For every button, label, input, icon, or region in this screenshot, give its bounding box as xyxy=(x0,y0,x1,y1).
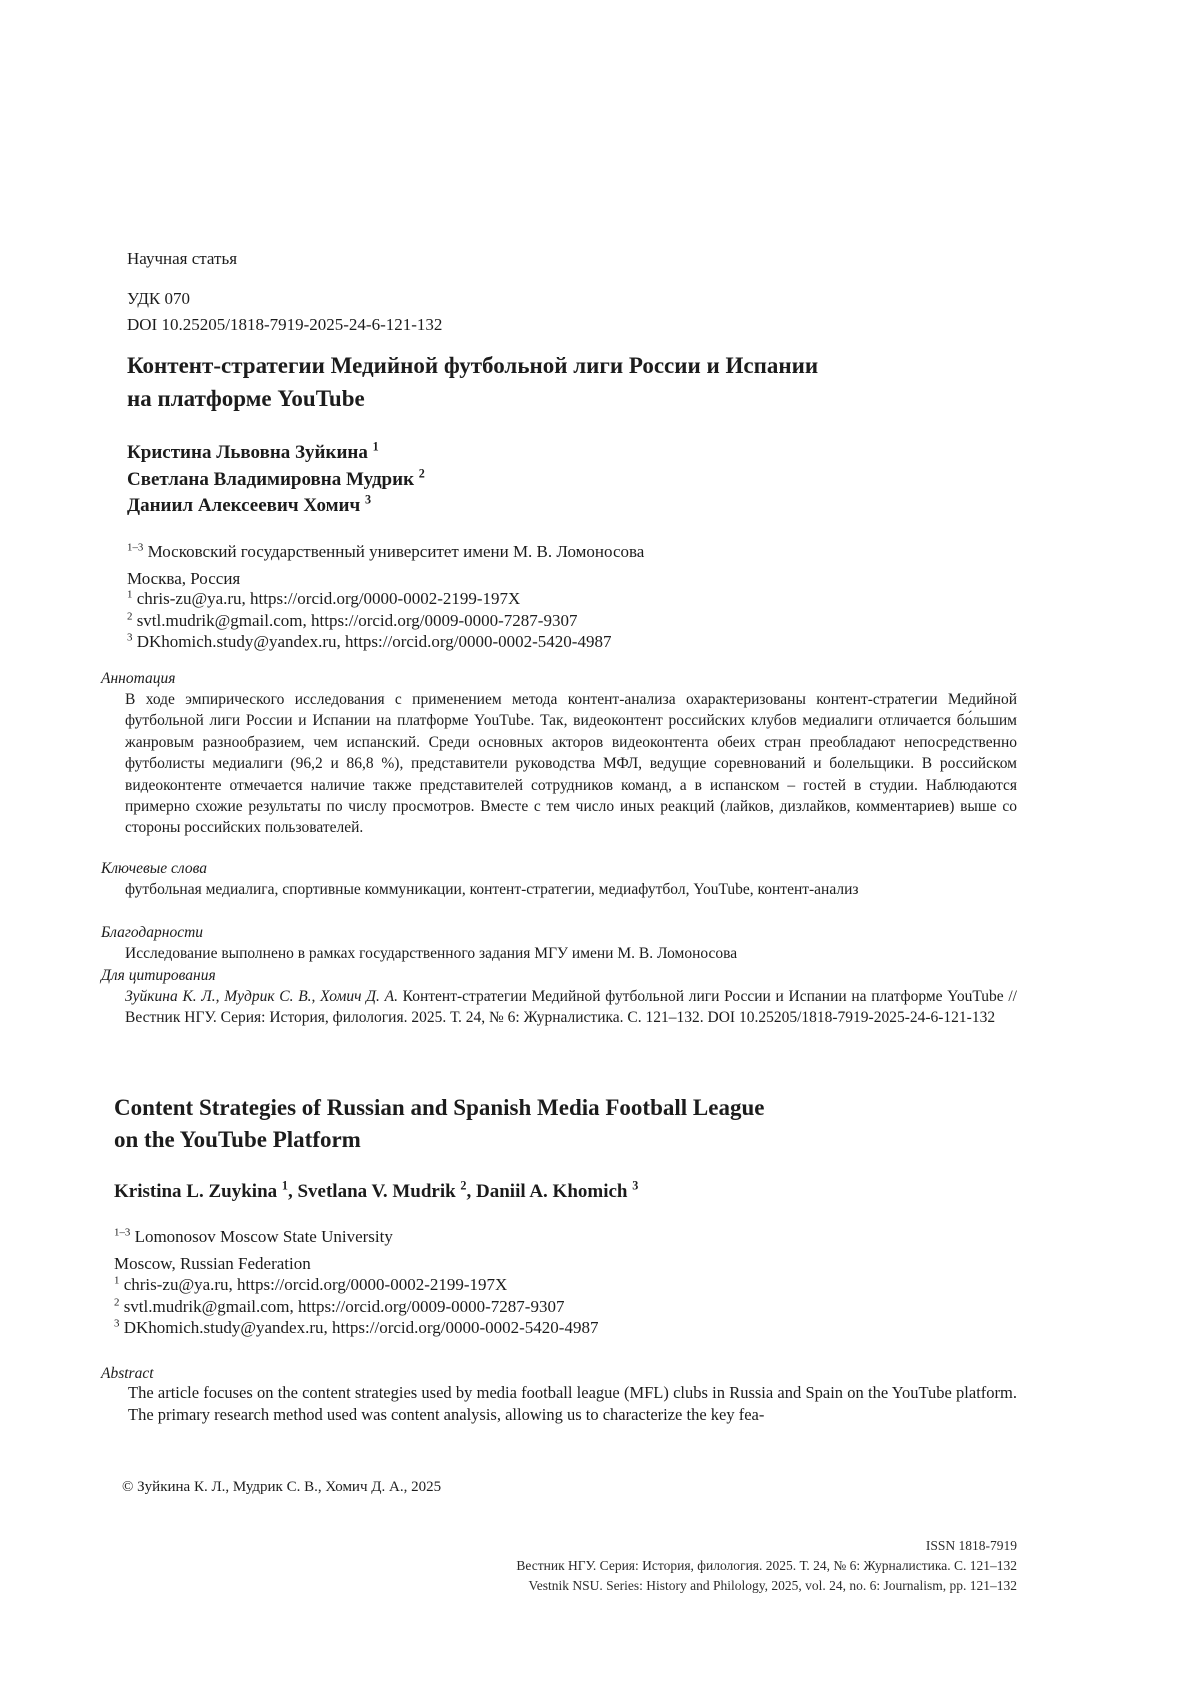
contact-en-3-text: DKhomich.study@yandex.ru, https://orcid.org/0000-0002-5420-4987 xyxy=(123,1318,599,1337)
article-title-en xyxy=(114,1092,764,1156)
affiliation-ru-org xyxy=(127,538,644,565)
author-ru-1-sup: 1 xyxy=(372,439,379,454)
abstract-label: Abstract xyxy=(101,1365,154,1382)
contact-en-3 xyxy=(114,1317,598,1339)
article-type-label: Научная статья xyxy=(127,249,238,268)
article-title-en-line1: Content Strategies of Russian and Spanish Media Football League xyxy=(114,1095,765,1120)
affiliation-en-sup: 1–3 xyxy=(114,1226,131,1239)
contact-en-1-sup: 1 xyxy=(114,1274,120,1287)
article-title-en-line2: on the YouTube Platform xyxy=(114,1127,361,1152)
citation-label: Для цитирования xyxy=(101,967,216,984)
author-ru-3 xyxy=(127,493,425,520)
contact-ru-3-text: DKhomich.study@yandex.ru, https://orcid.org/0000-0002-5420-4987 xyxy=(136,632,612,651)
doi-line: DOI 10.25205/1818-7919-2025-24-6-121-132 xyxy=(127,315,443,334)
contacts-en xyxy=(114,1274,598,1339)
citation-body: Контент-стратегии Медийной футбольной лиги России и Испании на платформе YouTube // Вестник НГУ. Серия: История, филология. 2025. Т. 24, № 6: Журналистика. С. 121–132. DOI 10.25205/1818-7919-2025-24-6-121-132 xyxy=(125,988,1017,1027)
affiliation-ru-sup: 1–3 xyxy=(127,541,144,554)
contact-en-2-sup: 2 xyxy=(114,1295,120,1308)
author-en-3-sup: 3 xyxy=(632,1178,639,1193)
author-en-2-name: Svetlana V. Mudrik xyxy=(297,1181,456,1202)
article-title-ru-line2: на платформе YouTube xyxy=(127,386,365,411)
journal-ref-en: Vestnik NSU. Series: History and Philology, 2025, vol. 24, no. 6: Journalism, pp. 121–132 xyxy=(528,1578,1017,1593)
contact-en-1-text: chris-zu@ya.ru, https://orcid.org/0000-0002-2199-197X xyxy=(123,1275,508,1294)
contact-ru-2-sup: 2 xyxy=(127,609,133,622)
abstract-text: The article focuses on the content strategies used by media football league (MFL) clubs in Russia and Spain on the YouTube platform. The primary research method used was content analysis, allowing us to characterize the key fea- xyxy=(128,1383,1017,1424)
author-en-2-sup: 2 xyxy=(460,1178,467,1193)
issn-line: ISSN 1818-7919 xyxy=(925,1538,1017,1553)
affiliation-en-org xyxy=(114,1223,393,1250)
author-en-2-sep: , xyxy=(287,1181,298,1202)
keywords-label: Ключевые слова xyxy=(101,860,207,877)
acknowledgements-text: Исследование выполнено в рамках государственного задания МГУ имени М. В. Ломоносова xyxy=(125,945,738,962)
contact-ru-2 xyxy=(127,610,611,632)
author-ru-2-name: Светлана Владимировна Мудрик xyxy=(127,468,415,490)
affiliation-en-org-name: Lomonosov Moscow State University xyxy=(134,1227,393,1246)
author-ru-3-sup: 3 xyxy=(364,492,372,507)
citation-authors: Зуйкина К. Л., Мудрик С. В., Хомич Д. А. xyxy=(125,988,398,1005)
author-en-1-name: Kristina L. Zuykina xyxy=(114,1181,278,1202)
contact-en-3-sup: 3 xyxy=(114,1317,120,1330)
authors-en xyxy=(114,1179,638,1205)
contact-ru-2-text: svtl.mudrik@gmail.com, https://orcid.org/0009-0000-7287-9307 xyxy=(136,610,578,630)
udc-code: УДК 070 xyxy=(127,289,191,308)
contact-ru-3-sup: 3 xyxy=(127,631,133,644)
copyright-line: © Зуйкина К. Л., Мудрик С. В., Хомич Д. А., 2025 xyxy=(122,1479,442,1495)
contact-en-2-text: svtl.mudrik@gmail.com, https://orcid.org/0009-0000-7287-9307 xyxy=(123,1296,565,1316)
keywords-text: футбольная медиалига, спортивные коммуникации, контент-стратегии, медиафутбол, YouTube, контент-анализ xyxy=(125,881,859,898)
citation-text xyxy=(125,986,1017,1029)
annotation-label: Аннотация xyxy=(101,670,176,687)
acknowledgements-label: Благодарности xyxy=(101,924,204,941)
author-ru-2-sup: 2 xyxy=(418,466,425,481)
contacts-ru xyxy=(127,588,611,653)
contact-en-2 xyxy=(114,1296,598,1318)
article-title-ru-line1: Контент-стратегии Медийной футбольной лиги России и Испании xyxy=(127,353,819,378)
author-en-3-sep: , xyxy=(466,1181,476,1202)
affiliation-en-city: Moscow, Russian Federation xyxy=(114,1254,311,1273)
contact-ru-1 xyxy=(127,588,611,610)
authors-ru xyxy=(127,440,425,520)
affiliation-en xyxy=(114,1223,393,1277)
author-ru-3-name: Даниил Алексеевич Хомич xyxy=(127,495,361,516)
affiliation-ru-city: Москва, Россия xyxy=(127,569,241,588)
journal-ref-ru: Вестник НГУ. Серия: История, филология. 2025. Т. 24, № 6: Журналистика. С. 121–132 xyxy=(516,1558,1017,1573)
contact-ru-1-text: chris-zu@ya.ru, https://orcid.org/0000-0002-2199-197X xyxy=(136,589,521,608)
article-meta xyxy=(127,246,442,338)
author-ru-2 xyxy=(127,467,425,494)
affiliation-ru xyxy=(127,538,644,592)
affiliation-ru-org-name: Московский государственный университет имени М. В. Ломоносова xyxy=(147,542,645,561)
article-title-ru xyxy=(127,349,818,415)
author-en-3-name: Daniil A. Khomich xyxy=(476,1181,628,1202)
author-en-1-sup: 1 xyxy=(281,1178,288,1193)
contact-en-1 xyxy=(114,1274,598,1296)
annotation-text: В ходе эмпирического исследования с применением метода контент-анализа охарактеризованы контент-стратегии Медийной футбольной лиги России и Испании на платформе YouTube. Так, видеоконтент российских клубов медиалиги отличается бо́льшим жанровым разнообразием, чем испанский. Среди основных акторов видеоконтента обеих стран преобладают непосредственно футболисты медиалиги (96,2 и 86,8 %), представители руководства МФЛ, ведущие соревнований и болельщики. В российском видеоконтенте отмечается наличие также представителей сотрудников команд, а в испанском – гостей в студии. Наблюдаются примерно схожие результаты по числу просмотров. Вместе с тем число иных реакций (лайков, дизлайков, комментариев) выше со стороны российских пользователей. xyxy=(125,691,1017,837)
author-ru-1-name: Кристина Львовна Зуйкина xyxy=(127,442,368,463)
author-ru-1 xyxy=(127,440,425,467)
contact-ru-3 xyxy=(127,631,611,653)
journal-footer xyxy=(420,1536,1017,1596)
contact-ru-1-sup: 1 xyxy=(127,588,133,601)
